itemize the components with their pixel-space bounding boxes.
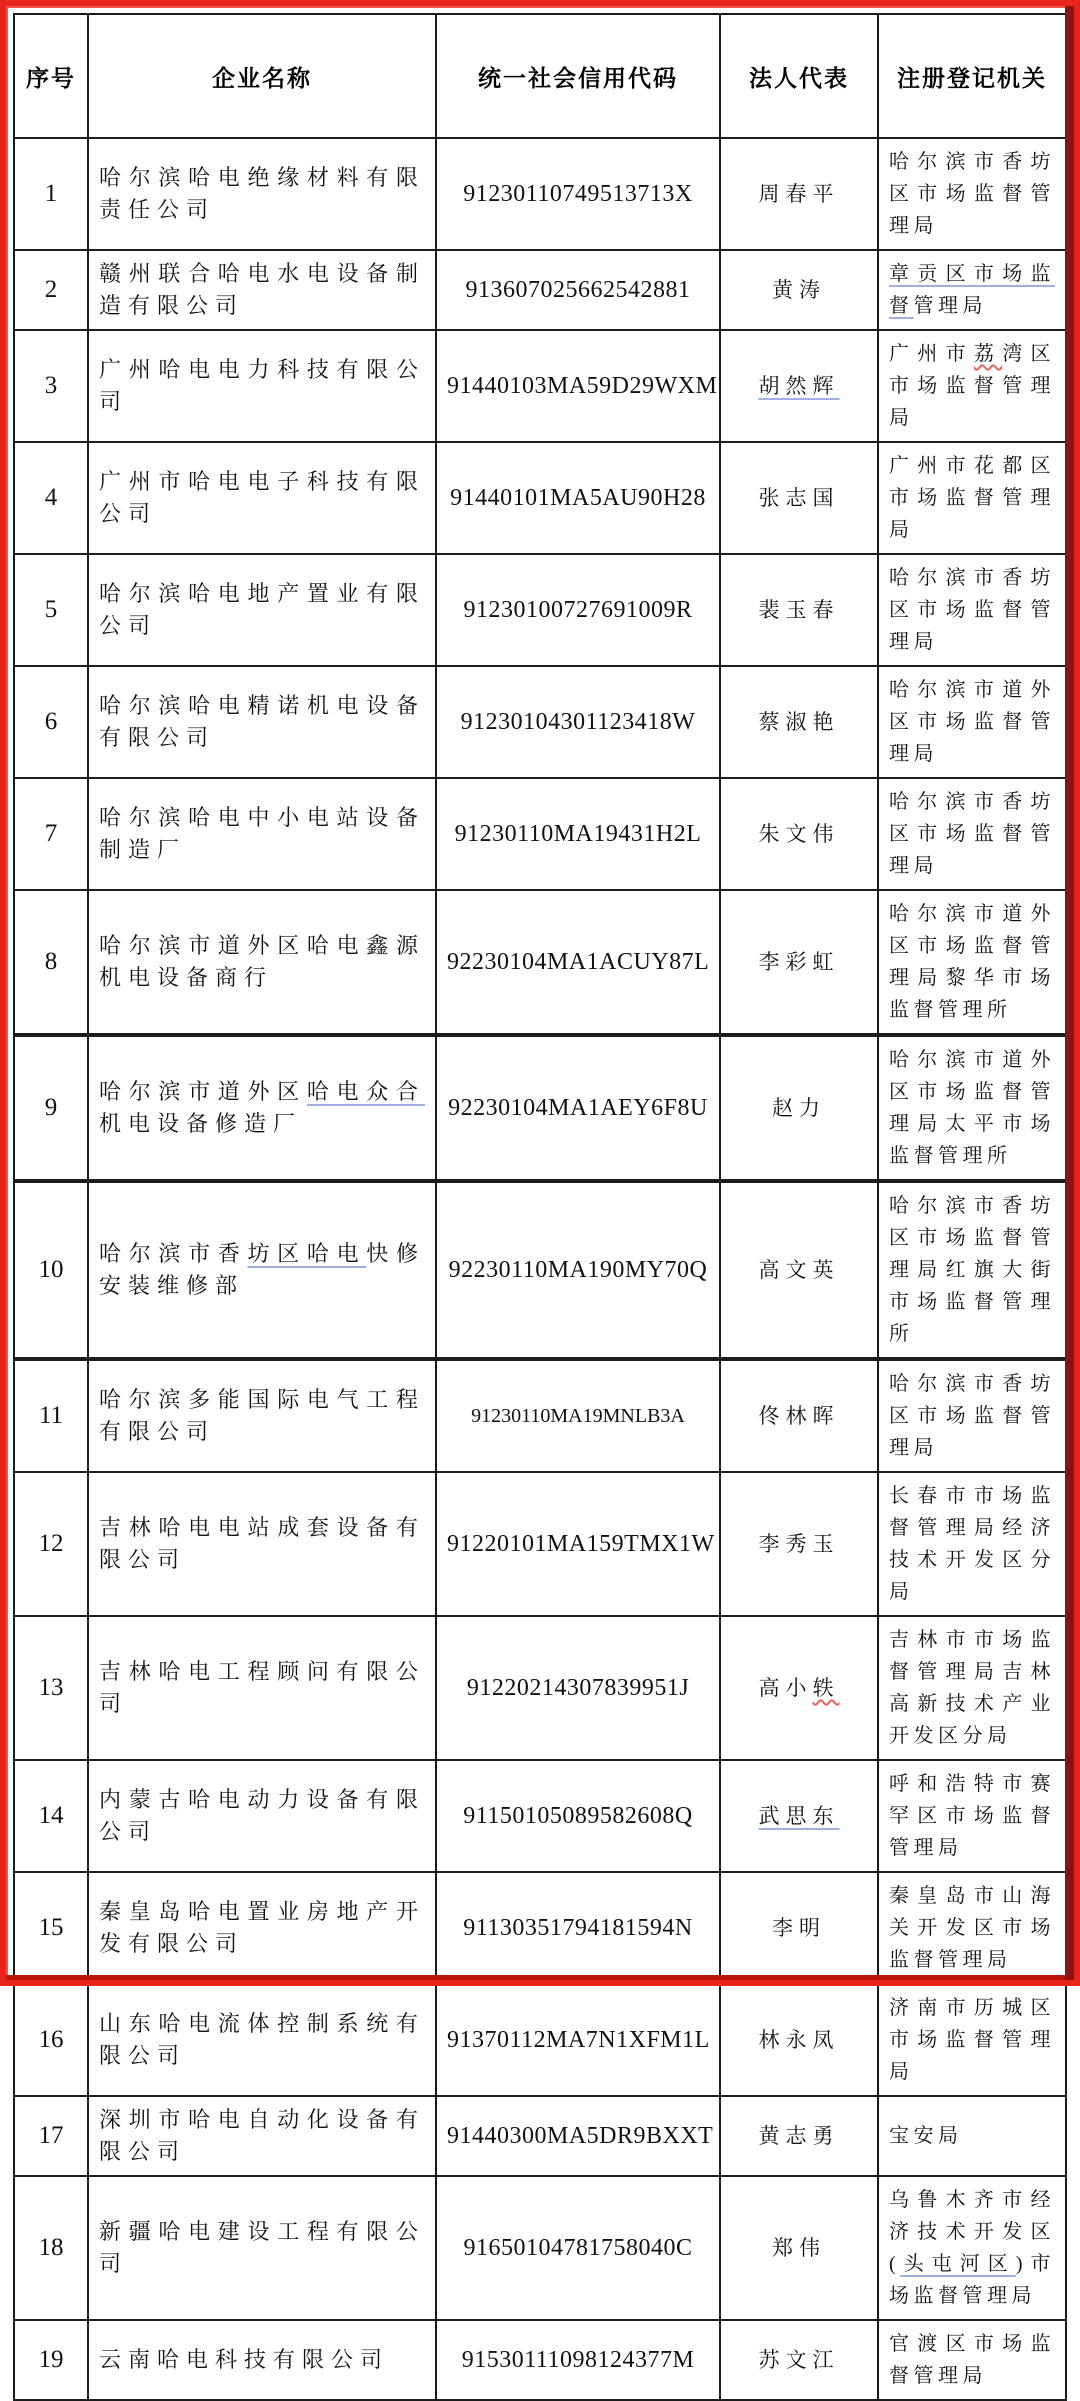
- spellcheck-underline: 章贡区市场监督: [889, 263, 1055, 317]
- credit-code-cell: 91220101MA159TMX1W: [436, 1472, 720, 1616]
- serial-cell: 1: [14, 138, 88, 250]
- legal-rep-cell: 黄涛: [720, 250, 878, 330]
- company-registry-table: [13, 13, 1067, 2401]
- legal-rep-cell: 李明: [720, 1872, 878, 1984]
- credit-code-cell: 91230110MA19MNLB3A: [436, 1359, 720, 1472]
- table-row: [14, 890, 1066, 1035]
- registry-cell: 广州市荔湾区市场监督管理局: [878, 330, 1066, 442]
- spellcheck-underline: 头屯河区: [900, 2253, 1016, 2275]
- serial-cell: 13: [14, 1616, 88, 1760]
- company-name-cell: 吉林哈电电站成套设备有限公司: [88, 1472, 436, 1616]
- column-header-registry: 注册登记机关: [878, 14, 1066, 138]
- company-name-cell: 新疆哈电建设工程有限公司: [88, 2176, 436, 2320]
- document-page: [13, 13, 1065, 2387]
- table-row: [14, 1035, 1066, 1181]
- serial-cell: 19: [14, 2320, 88, 2400]
- company-name-cell: 哈尔滨市道外区哈电鑫源机电设备商行: [88, 890, 436, 1035]
- registry-cell: 哈尔滨市道外区市场监督管理局太平市场监督管理所: [878, 1035, 1066, 1181]
- table-row: [14, 2096, 1066, 2176]
- table-row: [14, 442, 1066, 554]
- company-name-cell: 内蒙古哈电动力设备有限公司: [88, 1760, 436, 1872]
- column-header-credit-code: 统一社会信用代码: [436, 14, 720, 138]
- company-name-cell: 哈尔滨市香坊区哈电快修安装维修部: [88, 1181, 436, 1359]
- serial-cell: 14: [14, 1760, 88, 1872]
- table-row: [14, 1359, 1066, 1472]
- spellcheck-underline: 坊区哈电: [247, 1241, 367, 1266]
- table-row: [14, 138, 1066, 250]
- column-header-legal-rep: 法人代表: [720, 14, 878, 138]
- table-row: [14, 1760, 1066, 1872]
- registry-cell: 哈尔滨市道外区市场监督管理局黎华市场监督管理所: [878, 890, 1066, 1035]
- table-row: [14, 330, 1066, 442]
- registry-cell: 长春市市场监督管理局经济技术开发区分局: [878, 1472, 1066, 1616]
- registry-cell: 哈尔滨市香坊区市场监督管理局: [878, 138, 1066, 250]
- legal-rep-cell: 周春平: [720, 138, 878, 250]
- table-row: [14, 1616, 1066, 1760]
- column-header-company-name: 企业名称: [88, 14, 436, 138]
- legal-rep-cell: 蔡淑艳: [720, 666, 878, 778]
- serial-cell: 15: [14, 1872, 88, 1984]
- company-name-cell: 云南哈电科技有限公司: [88, 2320, 436, 2400]
- legal-rep-cell: 佟林晖: [720, 1359, 878, 1472]
- legal-rep-cell: 张志国: [720, 442, 878, 554]
- table-header-row: [14, 14, 1066, 138]
- registry-cell: 章贡区市场监督管理局: [878, 250, 1066, 330]
- legal-rep-cell: 李秀玉: [720, 1472, 878, 1616]
- credit-code-cell: 91440101MA5AU90H28: [436, 442, 720, 554]
- company-name-cell: 广州哈电电力科技有限公司: [88, 330, 436, 442]
- registry-cell: 哈尔滨市道外区市场监督管理局: [878, 666, 1066, 778]
- spellcheck-wavy-underline: 荔: [973, 343, 1003, 365]
- credit-code-cell: 91370112MA7N1XFM1L: [436, 1984, 720, 2096]
- table-row: [14, 1181, 1066, 1359]
- registry-cell: 广州市花都区市场监督管理局: [878, 442, 1066, 554]
- company-name-cell: 深圳市哈电自动化设备有限公司: [88, 2096, 436, 2176]
- registry-cell: 官渡区市场监督管理局: [878, 2320, 1066, 2400]
- registry-cell: 秦皇岛市山海关开发区市场监督管理局: [878, 1872, 1066, 1984]
- credit-code-cell: 91220214307839951J: [436, 1616, 720, 1760]
- serial-cell: 8: [14, 890, 88, 1035]
- column-header-serial: 序号: [14, 14, 88, 138]
- legal-rep-cell: 高小轶: [720, 1616, 878, 1760]
- serial-cell: 10: [14, 1181, 88, 1359]
- registry-cell: 乌鲁木齐市经济技术开发区(头屯河区)市场监督管理局: [878, 2176, 1066, 2320]
- serial-cell: 7: [14, 778, 88, 890]
- spellcheck-underline: 哈电众合: [306, 1079, 425, 1104]
- credit-code-cell: 91440300MA5DR9BXXT: [436, 2096, 720, 2176]
- company-name-cell: 赣州联合哈电水电设备制造有限公司: [88, 250, 436, 330]
- legal-rep-cell: [720, 330, 878, 442]
- legal-rep-cell: 林永凤: [720, 1984, 878, 2096]
- serial-cell: 6: [14, 666, 88, 778]
- table-row: [14, 1472, 1066, 1616]
- company-name-cell: 山东哈电流体控制系统有限公司: [88, 1984, 436, 2096]
- company-name-cell: 哈尔滨多能国际电气工程有限公司: [88, 1359, 436, 1472]
- serial-cell: 12: [14, 1472, 88, 1616]
- company-name-cell: 吉林哈电工程顾问有限公司: [88, 1616, 436, 1760]
- serial-cell: 18: [14, 2176, 88, 2320]
- credit-code-cell: 91230104301123418W: [436, 666, 720, 778]
- serial-cell: 5: [14, 554, 88, 666]
- company-name-cell: 哈尔滨哈电精诺机电设备有限公司: [88, 666, 436, 778]
- table-row: [14, 1872, 1066, 1984]
- table-row: [14, 2320, 1066, 2400]
- company-name-cell: 秦皇岛哈电置业房地产开发有限公司: [88, 1872, 436, 1984]
- serial-cell: 16: [14, 1984, 88, 2096]
- credit-code-cell: 91230110MA19431H2L: [436, 778, 720, 890]
- legal-rep-cell: 裴玉春: [720, 554, 878, 666]
- registry-cell: 呼和浩特市赛罕区市场监督管理局: [878, 1760, 1066, 1872]
- company-name-cell: 哈尔滨哈电中小电站设备制造厂: [88, 778, 436, 890]
- company-name-cell: 哈尔滨哈电绝缘材料有限责任公司: [88, 138, 436, 250]
- serial-cell: 9: [14, 1035, 88, 1181]
- table-row: [14, 250, 1066, 330]
- legal-rep-cell: 郑伟: [720, 2176, 878, 2320]
- legal-rep-cell: 黄志勇: [720, 2096, 878, 2176]
- registry-cell: 宝安局: [878, 2096, 1066, 2176]
- credit-code-cell: 92230104MA1AEY6F8U: [436, 1035, 720, 1181]
- legal-rep-cell: 苏文江: [720, 2320, 878, 2400]
- credit-code-cell: 91650104781758040C: [436, 2176, 720, 2320]
- table-row: [14, 2176, 1066, 2320]
- serial-cell: 11: [14, 1359, 88, 1472]
- serial-cell: 17: [14, 2096, 88, 2176]
- serial-cell: 2: [14, 250, 88, 330]
- credit-code-cell: 913607025662542881: [436, 250, 720, 330]
- legal-rep-cell: 高文英: [720, 1181, 878, 1359]
- company-name-cell: 哈尔滨市道外区哈电众合机电设备修造厂: [88, 1035, 436, 1181]
- serial-cell: 4: [14, 442, 88, 554]
- credit-code-cell: 91530111098124377M: [436, 2320, 720, 2400]
- credit-code-cell: 91440103MA59D29WXM: [436, 330, 720, 442]
- credit-code-cell: 92230110MA190MY70Q: [436, 1181, 720, 1359]
- credit-code-cell: 92230104MA1ACUY87L: [436, 890, 720, 1035]
- company-name-cell: 哈尔滨哈电地产置业有限公司: [88, 554, 436, 666]
- registry-cell: 哈尔滨市香坊区市场监督管理局: [878, 1359, 1066, 1472]
- credit-code-cell: 91130351794181594N: [436, 1872, 720, 1984]
- table-row: [14, 554, 1066, 666]
- credit-code-cell: 91230100727691009R: [436, 554, 720, 666]
- spellcheck-underline: 武思东: [758, 1804, 840, 1828]
- legal-rep-cell: 朱文伟: [720, 778, 878, 890]
- registry-cell: 吉林市市场监督管理局吉林高新技术产业开发区分局: [878, 1616, 1066, 1760]
- spellcheck-underline: 胡然辉: [758, 374, 840, 398]
- registry-cell: 哈尔滨市香坊区市场监督管理局: [878, 778, 1066, 890]
- registry-cell: 哈尔滨市香坊区市场监督管理局: [878, 554, 1066, 666]
- table-row: [14, 778, 1066, 890]
- spellcheck-wavy-underline: 轶: [812, 1676, 840, 1700]
- registry-cell: 济南市历城区市场监督管理局: [878, 1984, 1066, 2096]
- registry-cell: 哈尔滨市香坊区市场监督管理局红旗大街市场监督管理所: [878, 1181, 1066, 1359]
- table-row: [14, 666, 1066, 778]
- table-body: [14, 138, 1066, 2400]
- company-name-cell: 广州市哈电电子科技有限公司: [88, 442, 436, 554]
- serial-cell: 3: [14, 330, 88, 442]
- legal-rep-cell: 李彩虹: [720, 890, 878, 1035]
- legal-rep-cell: [720, 1760, 878, 1872]
- table-row: [14, 1984, 1066, 2096]
- credit-code-cell: 91150105089582608Q: [436, 1760, 720, 1872]
- credit-code-cell: 91230110749513713X: [436, 138, 720, 250]
- legal-rep-cell: 赵力: [720, 1035, 878, 1181]
